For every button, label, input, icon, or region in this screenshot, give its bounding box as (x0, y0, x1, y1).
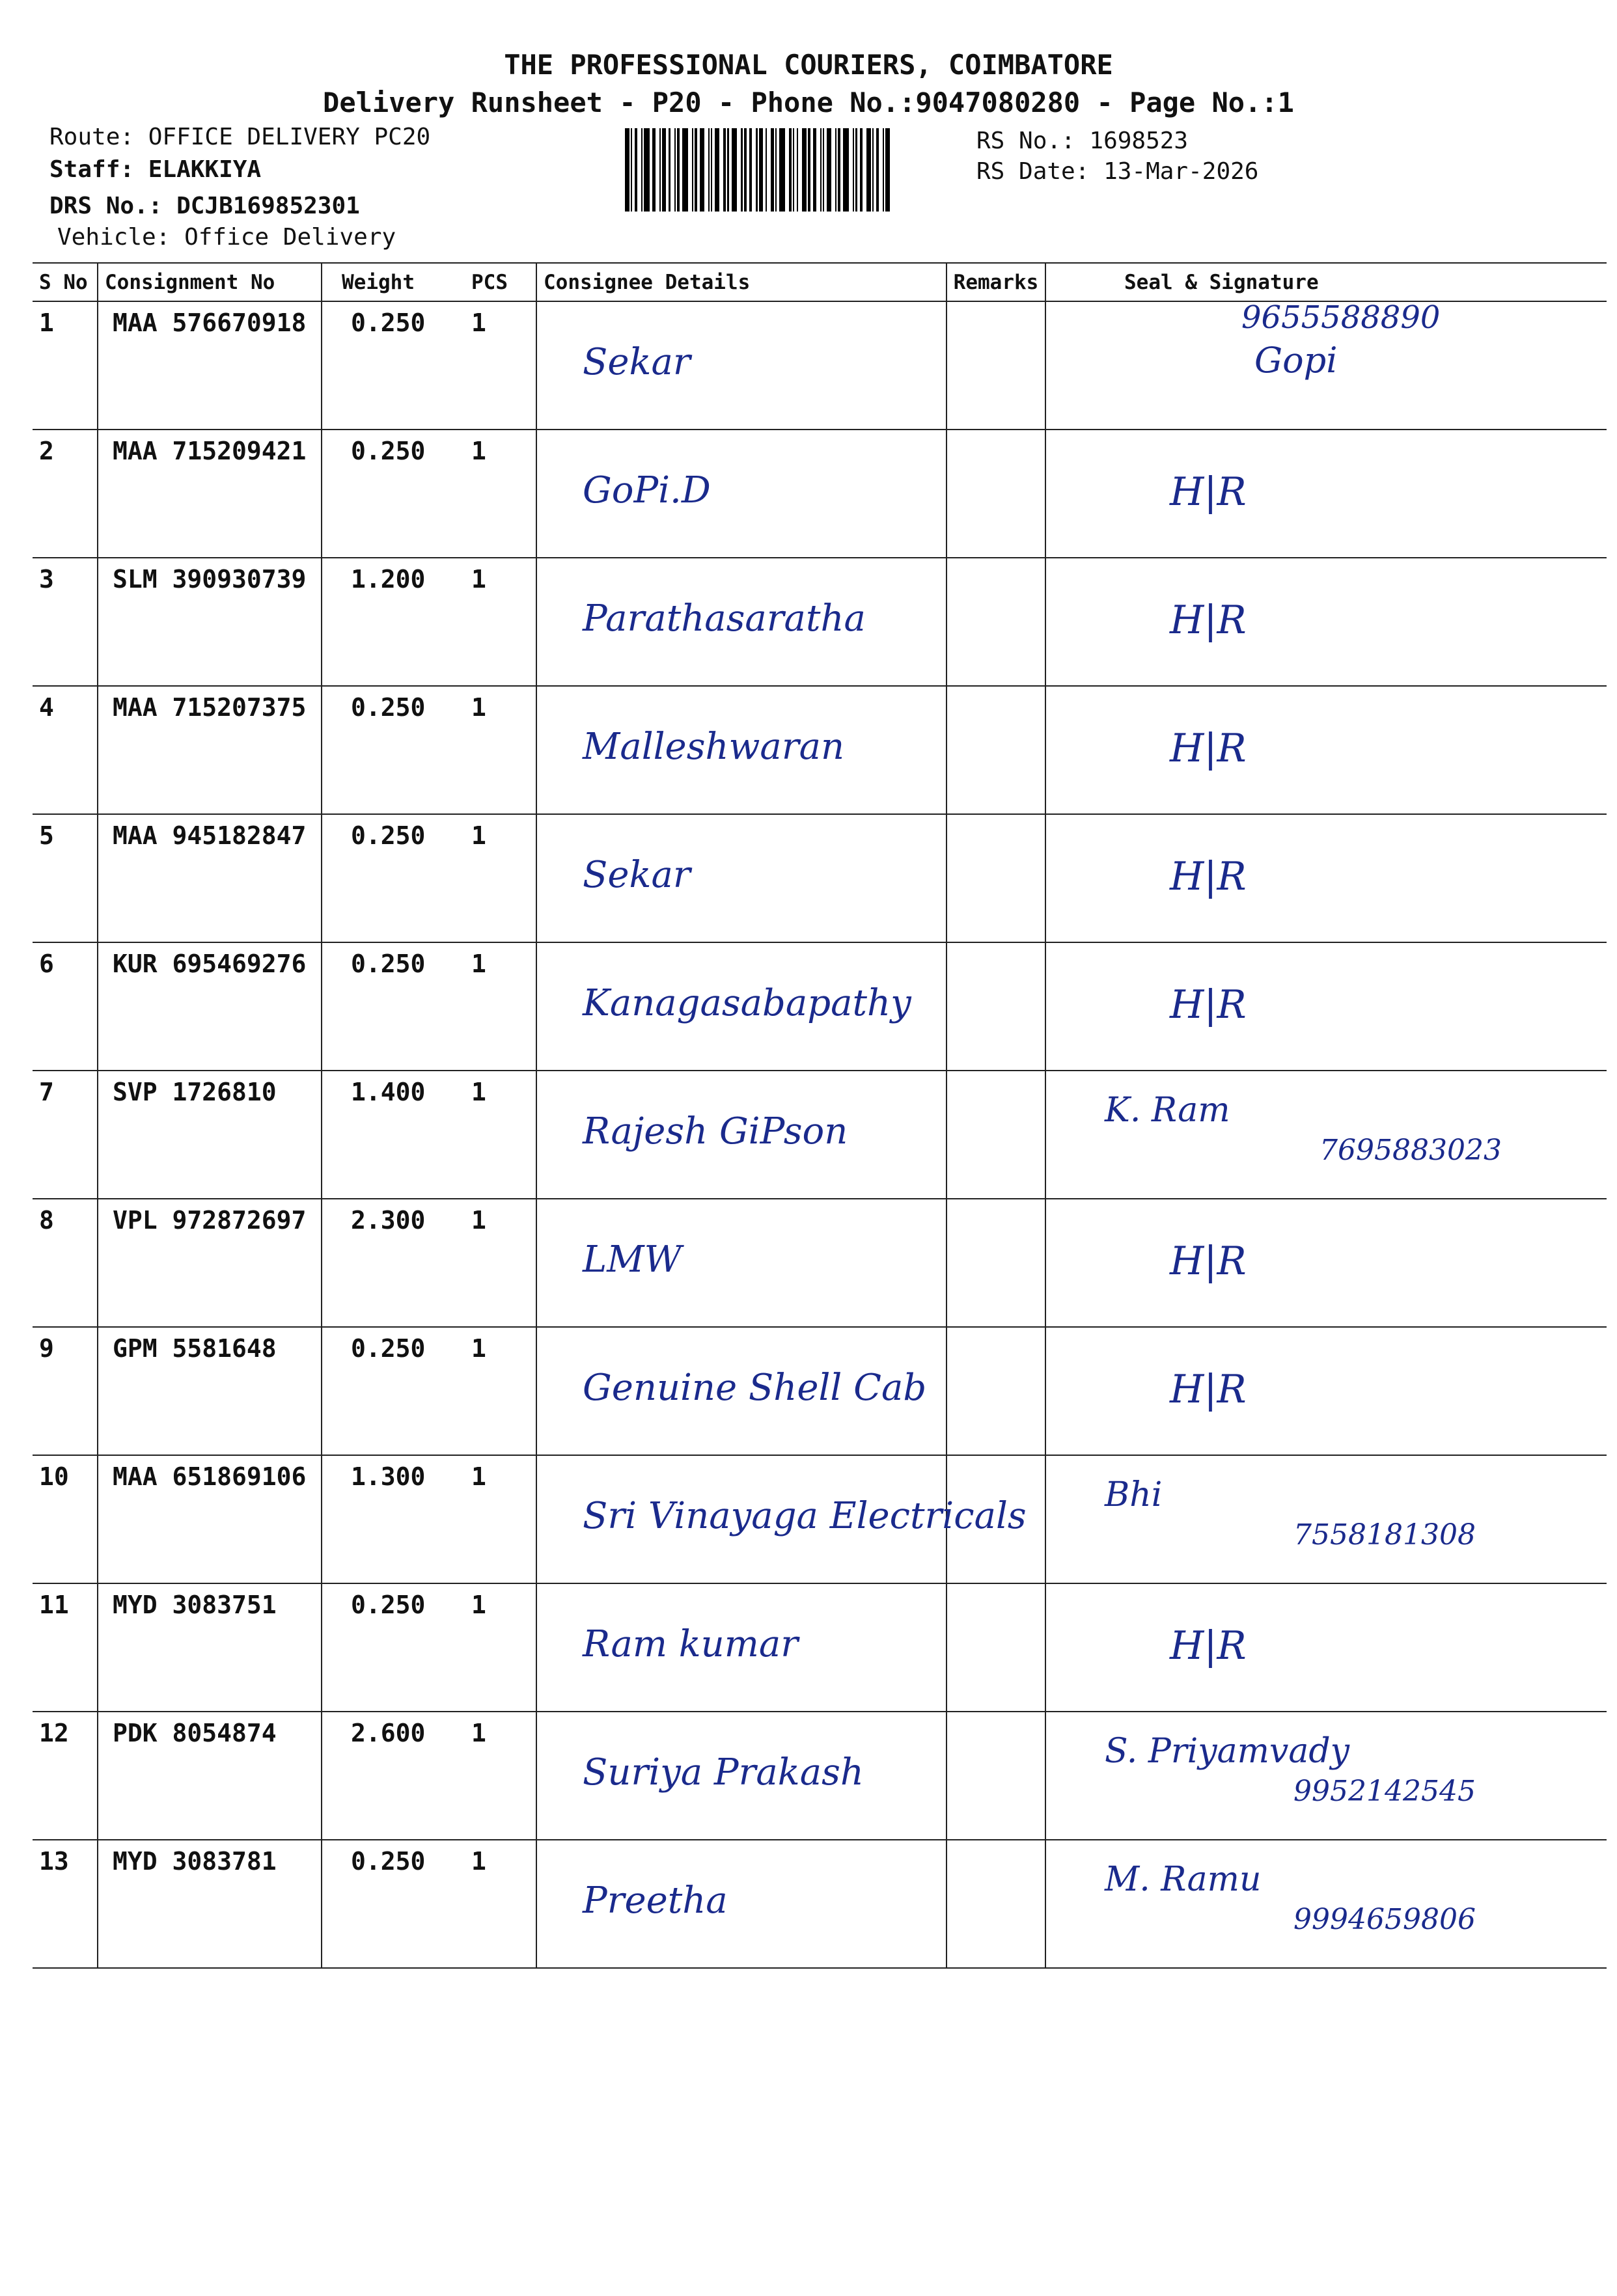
rs-number: RS No.: 1698523 (976, 128, 1189, 154)
barcode-bar (662, 128, 667, 212)
row-sno: 2 (33, 430, 98, 558)
seal-signature: H|R (1170, 1623, 1247, 1669)
consignee-signature: Malleshwaran (583, 726, 845, 768)
consignee-signature: GoPi.D (583, 469, 711, 512)
seal-signature: M. Ramu (1105, 1860, 1262, 1899)
seal-signature: H|R (1170, 982, 1247, 1028)
consignee-signature: LMW (583, 1238, 682, 1281)
row-consignment: SLM 390930739 (98, 558, 322, 686)
barcode-bar (802, 128, 807, 212)
col-header-remarks: Remarks (947, 263, 1045, 301)
row-weight: 0.250 (322, 1840, 471, 1968)
col-header-sno: S No (33, 263, 98, 301)
row-consignment: VPL 972872697 (98, 1199, 322, 1327)
row-pcs: 1 (471, 1712, 536, 1840)
barcode-bar (775, 128, 777, 212)
col-header-weight: Weight (322, 263, 471, 301)
col-header-seal: Seal & Signature (1045, 263, 1607, 301)
row-weight: 0.250 (322, 1327, 471, 1455)
barcode-bar (723, 128, 726, 212)
barcode-bar (749, 128, 752, 212)
table-row (33, 1199, 1607, 1327)
row-consignment: MYD 3083751 (98, 1583, 322, 1712)
row-remarks (947, 942, 1045, 1071)
row-weight: 0.250 (322, 942, 471, 1071)
barcode-bar (853, 128, 854, 212)
barcode-bar (641, 128, 643, 212)
row-weight: 1.200 (322, 558, 471, 686)
row-consignee-cell (536, 1840, 947, 1968)
row-consignee-cell (536, 558, 947, 686)
barcode-bar (659, 128, 661, 212)
barcode-bar (732, 128, 738, 212)
row-seal-cell (1045, 1071, 1607, 1199)
row-sno: 7 (33, 1071, 98, 1199)
barcode-bar (682, 128, 688, 212)
consignee-signature: Suriya Prakash (583, 1751, 864, 1794)
barcode-bar (625, 128, 629, 212)
table-row (33, 686, 1607, 814)
staff-label: Staff: ELAKKIYA (49, 156, 262, 183)
barcode-bar (838, 128, 840, 212)
row-pcs: 1 (471, 1199, 536, 1327)
route-label: Route: OFFICE DELIVERY PC20 (49, 124, 431, 150)
barcode-bar (711, 128, 712, 212)
row-sno: 4 (33, 686, 98, 814)
barcode-bar (872, 128, 874, 212)
row-seal-cell (1045, 430, 1607, 558)
row-sno: 10 (33, 1455, 98, 1583)
row-consignee-cell (536, 1327, 947, 1455)
table-header-row (33, 263, 1607, 301)
row-consignee-cell (536, 430, 947, 558)
row-seal-cell (1045, 1583, 1607, 1712)
row-sno: 3 (33, 558, 98, 686)
barcode-bar (843, 128, 849, 212)
table-row (33, 301, 1607, 430)
row-weight: 0.250 (322, 814, 471, 942)
row-pcs: 1 (471, 1840, 536, 1968)
table-row (33, 558, 1607, 686)
row-consignment: MYD 3083781 (98, 1840, 322, 1968)
row-consignee-cell (536, 1583, 947, 1712)
consignee-signature: Kanagasabapathy (583, 982, 911, 1024)
barcode-bar (808, 128, 810, 212)
col-header-consignment: Consignment No (98, 263, 322, 301)
row-seal-cell (1045, 686, 1607, 814)
barcode-bar (756, 128, 757, 212)
row-consignment: PDK 8054874 (98, 1712, 322, 1840)
table-row (33, 1712, 1607, 1840)
barcode-bar (855, 128, 857, 212)
row-sno: 5 (33, 814, 98, 942)
row-weight: 2.600 (322, 1712, 471, 1840)
row-weight: 0.250 (322, 686, 471, 814)
row-consignee-cell (536, 1199, 947, 1327)
table-row (33, 1071, 1607, 1199)
row-consignment: MAA 715209421 (98, 430, 322, 558)
row-consignment: MAA 715207375 (98, 686, 322, 814)
row-sno: 1 (33, 301, 98, 430)
row-seal-cell (1045, 1455, 1607, 1583)
seal-signature: 9655588890 (1241, 299, 1441, 336)
row-remarks (947, 1583, 1045, 1712)
barcode-bar (813, 128, 816, 212)
seal-signature: H|R (1170, 1367, 1247, 1412)
seal-signature-secondary: Gopi (1254, 340, 1338, 381)
barcode-bar (727, 128, 728, 212)
row-weight: 1.300 (322, 1455, 471, 1583)
barcode-bar (860, 128, 863, 212)
row-pcs: 1 (471, 430, 536, 558)
barcode-bar (715, 128, 719, 212)
row-consignment: SVP 1726810 (98, 1071, 322, 1199)
seal-signature: H|R (1170, 726, 1247, 771)
row-pcs: 1 (471, 814, 536, 942)
barcode-bar (885, 128, 890, 212)
col-header-pcs: PCS (471, 263, 536, 301)
row-sno: 9 (33, 1327, 98, 1455)
row-sno: 8 (33, 1199, 98, 1327)
row-remarks (947, 814, 1045, 942)
barcode-bar (771, 128, 773, 212)
barcode (625, 128, 969, 212)
row-remarks (947, 1840, 1045, 1968)
barcode-bar (669, 128, 670, 212)
rs-date: RS Date: 13-Mar-2026 (976, 158, 1259, 185)
consignee-signature: Parathasaratha (583, 597, 866, 640)
col-header-consignee: Consignee Details (536, 263, 947, 301)
barcode-bar (827, 128, 831, 212)
barcode-bar (635, 128, 637, 212)
row-seal-cell (1045, 1840, 1607, 1968)
barcode-bar (789, 128, 792, 212)
row-seal-cell (1045, 1327, 1607, 1455)
barcode-bar (644, 128, 650, 212)
row-consignment: MAA 945182847 (98, 814, 322, 942)
row-seal-cell (1045, 814, 1607, 942)
row-pcs: 1 (471, 686, 536, 814)
row-weight: 1.400 (322, 1071, 471, 1199)
row-pcs: 1 (471, 1327, 536, 1455)
row-sno: 11 (33, 1583, 98, 1712)
barcode-bar (779, 128, 785, 212)
seal-signature: Bhi (1105, 1475, 1163, 1514)
row-weight: 2.300 (322, 1199, 471, 1327)
runsheet-table (33, 262, 1607, 1969)
seal-signature: H|R (1170, 1238, 1247, 1284)
row-sno: 13 (33, 1840, 98, 1968)
table-row (33, 1840, 1607, 1968)
row-remarks (947, 558, 1045, 686)
row-consignee-cell (536, 942, 947, 1071)
barcode-bar (835, 128, 836, 212)
row-remarks (947, 1199, 1045, 1327)
vehicle-label: Vehicle: Office Delivery (57, 224, 396, 251)
row-sno: 6 (33, 942, 98, 1071)
row-weight: 0.250 (322, 430, 471, 558)
seal-phone-number: 7558181308 (1293, 1518, 1476, 1551)
table-row (33, 814, 1607, 942)
table-row (33, 1327, 1607, 1455)
barcode-bar (766, 128, 767, 212)
row-remarks (947, 1071, 1045, 1199)
row-remarks (947, 1712, 1045, 1840)
barcode-bar (883, 128, 884, 212)
row-consignment: KUR 695469276 (98, 942, 322, 1071)
row-seal-cell (1045, 942, 1607, 1071)
barcode-bar (708, 128, 710, 212)
barcode-bar (692, 128, 693, 212)
row-consignment: GPM 5581648 (98, 1327, 322, 1455)
row-pcs: 1 (471, 1455, 536, 1583)
consignee-signature: Sri Vinayaga Electricals (583, 1495, 1027, 1537)
barcode-bar (652, 128, 655, 212)
row-seal-cell (1045, 558, 1607, 686)
seal-signature: H|R (1170, 854, 1247, 899)
row-sno: 12 (33, 1712, 98, 1840)
consignee-signature: Genuine Shell Cab (583, 1367, 927, 1409)
document-subtitle: Delivery Runsheet - P20 - Phone No.:9047080280 - Page No.:1 (323, 87, 1294, 118)
barcode-bar (823, 128, 824, 212)
row-remarks (947, 1455, 1045, 1583)
row-seal-cell (1045, 1199, 1607, 1327)
row-consignee-cell (536, 1071, 947, 1199)
row-consignee-cell (536, 301, 947, 430)
table-row (33, 1455, 1607, 1583)
row-remarks (947, 1327, 1045, 1455)
seal-signature: H|R (1170, 469, 1247, 515)
barcode-bar (674, 128, 676, 212)
consignee-signature: Ram kumar (583, 1623, 798, 1665)
row-seal-cell (1045, 1712, 1607, 1840)
row-consignee-cell (536, 1712, 947, 1840)
barcode-bar (677, 128, 680, 212)
barcode-bar (744, 128, 747, 212)
document-title: THE PROFESSIONAL COURIERS, COIMBATORE (504, 49, 1113, 81)
barcode-bar (793, 128, 794, 212)
row-consignment: MAA 651869106 (98, 1455, 322, 1583)
row-weight: 0.250 (322, 1583, 471, 1712)
barcode-bar (866, 128, 871, 212)
row-consignee-cell (536, 814, 947, 942)
row-remarks (947, 686, 1045, 814)
row-pcs: 1 (471, 1071, 536, 1199)
barcode-bar (797, 128, 798, 212)
drs-number: DRS No.: DCJB169852301 (49, 193, 360, 219)
row-pcs: 1 (471, 1583, 536, 1712)
row-weight: 0.250 (322, 301, 471, 430)
row-consignee-cell (536, 686, 947, 814)
seal-phone-number: 7695883023 (1320, 1134, 1502, 1167)
consignee-signature: Rajesh GiPson (583, 1110, 848, 1153)
row-seal-cell (1045, 301, 1607, 430)
barcode-bar (759, 128, 764, 212)
seal-signature: H|R (1170, 597, 1247, 643)
seal-phone-number: 9952142545 (1293, 1775, 1476, 1808)
consignee-signature: Sekar (583, 341, 691, 383)
row-pcs: 1 (471, 301, 536, 430)
row-consignment: MAA 576670918 (98, 301, 322, 430)
barcode-bar (695, 128, 697, 212)
table-row (33, 1583, 1607, 1712)
row-pcs: 1 (471, 558, 536, 686)
table-row (33, 430, 1607, 558)
row-remarks (947, 301, 1045, 430)
barcode-bar (820, 128, 822, 212)
row-consignee-cell (536, 1455, 1027, 1583)
barcode-bar (741, 128, 742, 212)
barcode-bar (631, 128, 632, 212)
barcode-bar (700, 128, 704, 212)
barcode-bar (876, 128, 879, 212)
seal-signature: K. Ram (1105, 1091, 1230, 1130)
consignee-signature: Preetha (583, 1879, 728, 1922)
row-remarks (947, 430, 1045, 558)
seal-phone-number: 9994659806 (1293, 1903, 1476, 1936)
seal-signature: S. Priyamvady (1105, 1732, 1350, 1771)
consignee-signature: Sekar (583, 854, 691, 896)
row-pcs: 1 (471, 942, 536, 1071)
table-row (33, 942, 1607, 1071)
